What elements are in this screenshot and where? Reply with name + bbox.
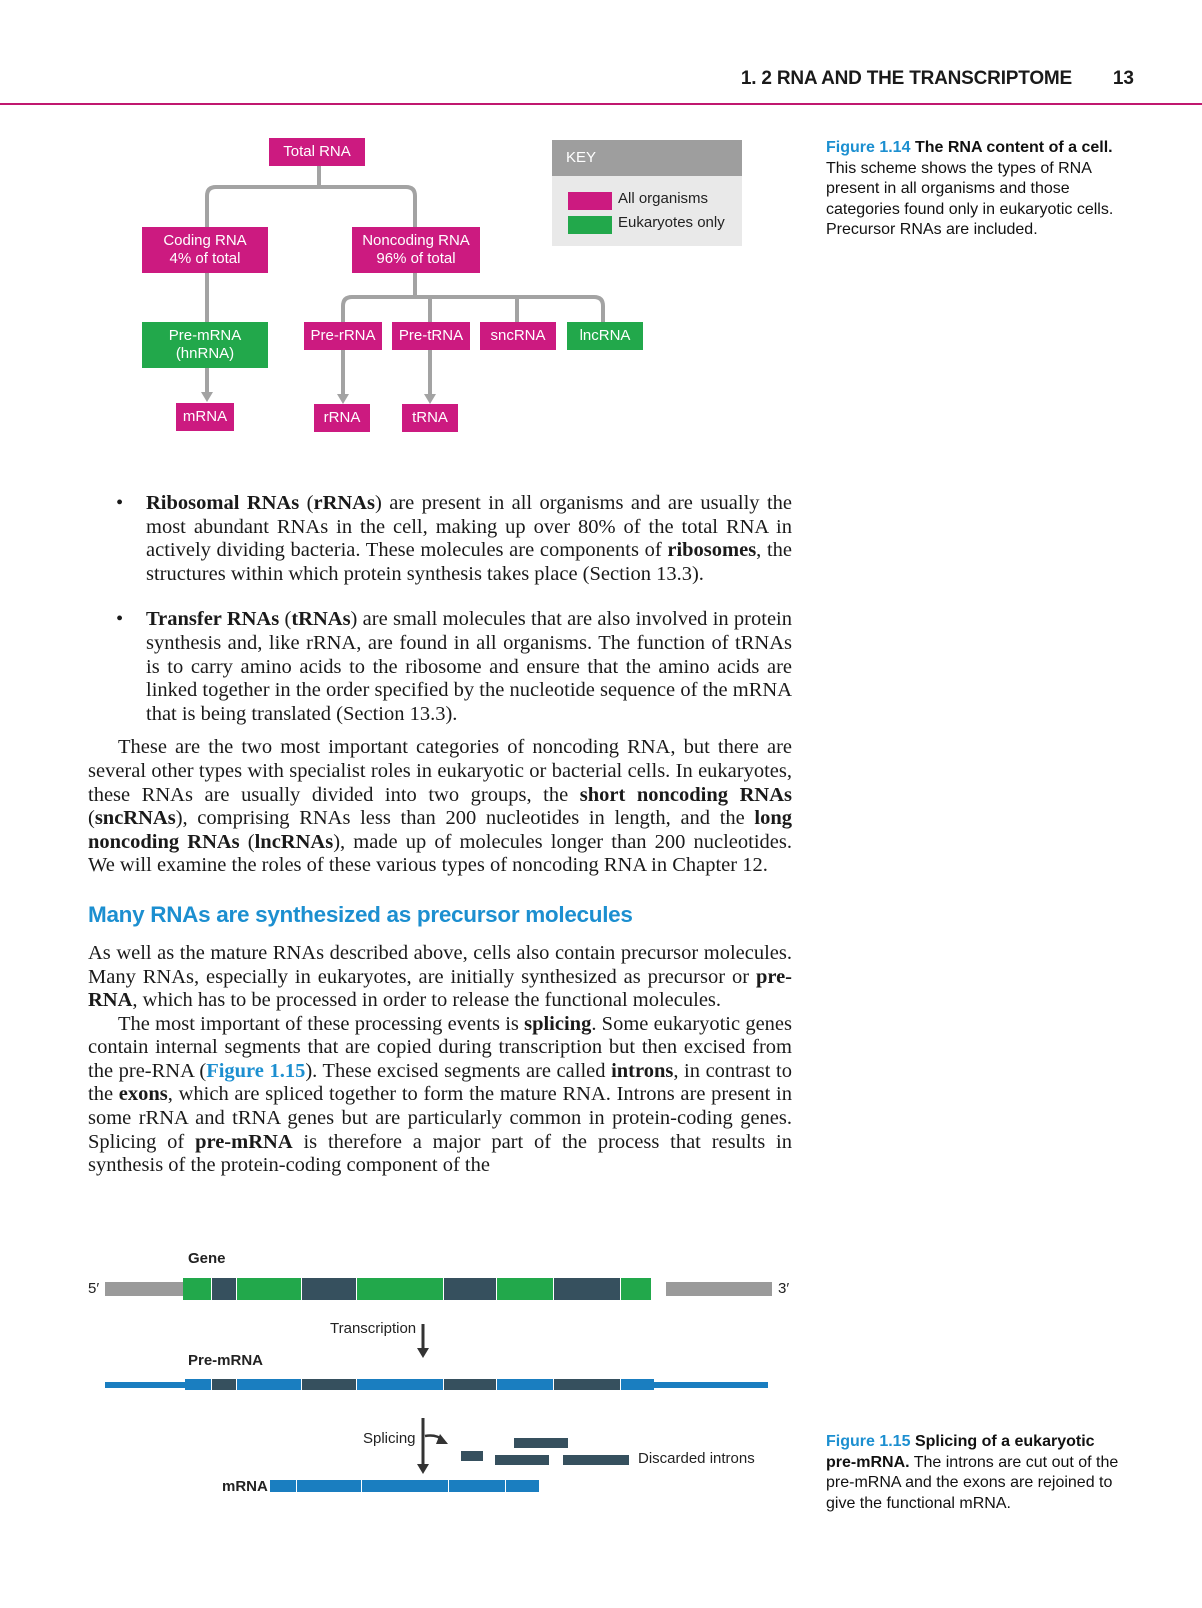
lncrna-box: lncRNA xyxy=(567,322,643,350)
text-span: ), comprising RNAs less than 200 nucleotides in length, and the xyxy=(175,807,755,830)
term-long-noncoding: long noncoding RNAs xyxy=(88,807,792,853)
sncrna-box: sncRNA xyxy=(480,322,556,350)
text-span: is therefore a major part of the process that results in synthesis of the protein-coding component of the xyxy=(88,1130,792,1177)
premrna-flank-5 xyxy=(105,1382,185,1388)
term-lncrnas: lncRNAs xyxy=(254,830,334,853)
text-span: ). These excised segments are called xyxy=(305,1059,612,1082)
figure-1-14 xyxy=(130,130,770,450)
section-heading: Many RNAs are synthesized as precursor molecules xyxy=(88,901,633,927)
caption-title: The RNA content of a cell. xyxy=(914,139,1113,156)
term-ribosomes: ribosomes xyxy=(667,539,757,562)
coding-rna-label: Coding RNA xyxy=(163,232,247,249)
text-span: ( xyxy=(279,608,292,631)
discarded-introns-label: Discarded introns xyxy=(638,1450,755,1467)
pre-mrna-label: Pre-mRNA xyxy=(188,1352,264,1369)
running-title: 1. 2 RNA AND THE TRANSCRIPTOME xyxy=(740,68,1072,89)
text-span: ), made up of molecules longer than 200 nucleotides. We will examine the roles of these various types of noncoding RNA in Chapter 12. xyxy=(88,830,792,877)
gene-segments xyxy=(183,1278,651,1300)
caption-figure-number: Figure 1.14 xyxy=(826,139,911,156)
mrna-box: mRNA xyxy=(176,403,234,431)
figure-key xyxy=(552,140,742,246)
term-exons: exons xyxy=(118,1083,168,1106)
pre-mrna-box xyxy=(142,322,268,368)
trna-box: tRNA xyxy=(402,404,458,432)
noncoding-rna-label: Noncoding RNA xyxy=(362,232,470,249)
text-span: , the structures within which protein synthesis takes place (Section 13.3). xyxy=(146,539,792,585)
bullet-trna xyxy=(88,608,792,726)
text-span: , which has to be processed in order to release the functional molecules. xyxy=(132,989,722,1012)
text-span: ( xyxy=(88,807,95,830)
premrna-segments xyxy=(185,1379,654,1390)
text-span: ( xyxy=(239,830,255,853)
gene-label: Gene xyxy=(188,1250,226,1267)
key-swatch-euk xyxy=(568,216,612,234)
term-rrnas: rRNAs xyxy=(313,492,375,514)
text-span: , which are spliced together to form the mature RNA. Introns are present in some rRNA and tRNA genes but are particularly common in protein-coding genes. Splicing of xyxy=(88,1083,792,1153)
paragraph-splicing xyxy=(88,1013,792,1178)
rrna-box: rRNA xyxy=(314,404,370,432)
coding-rna-percent: 4% of total xyxy=(169,250,241,267)
gene-flank-3 xyxy=(666,1282,772,1296)
text-span: ) are small molecules that are also involved in protein synthesis and, like rRNA, are found in all organisms. The function of tRNAs is to carry amino acids to the ribosome and ensure that the amino acids are linked together in the order specified by the nucleotide sequence of the mRNA that is being translated (Section 13.3). xyxy=(146,608,792,725)
figure-1-15-link[interactable]: Figure 1.15 xyxy=(206,1059,306,1082)
caption-text: The introns are cut out of the pre-mRNA and the exons are rejoined to give the functional mRNA. xyxy=(826,1453,1119,1512)
term-transfer-rnas: Transfer RNAs xyxy=(146,608,280,631)
header-rule xyxy=(0,103,1202,105)
term-pre-mrna: pre-mRNA xyxy=(195,1130,293,1153)
term-short-noncoding: short noncoding RNAs xyxy=(579,783,792,806)
premrna-flank-3 xyxy=(654,1382,768,1388)
figure-1-14-caption xyxy=(826,138,1126,241)
coding-rna-box xyxy=(142,227,268,273)
splicing-label: Splicing xyxy=(363,1430,416,1447)
three-prime-label: 3′ xyxy=(778,1280,790,1297)
bullet-dot: • xyxy=(116,608,124,631)
five-prime-label: 5′ xyxy=(88,1280,100,1297)
pre-trna-box: Pre-tRNA xyxy=(392,322,470,350)
text-span: These are the two most important categories of noncoding RNA, but there are several other types with specialist roles in eukaryotic or bacterial cells. In eukaryotes, these RNAs are usually divided into two groups, the xyxy=(88,736,792,806)
term-introns: introns xyxy=(611,1059,674,1082)
caption-title: Splicing of a eukaryotic pre-mRNA. xyxy=(826,1433,1095,1471)
total-rna-box: Total RNA xyxy=(269,138,365,166)
gene-flank-5 xyxy=(105,1282,183,1296)
body-text xyxy=(88,492,792,1178)
mrna-label: mRNA xyxy=(222,1478,268,1495)
term-trnas: tRNAs xyxy=(291,608,351,631)
caption-figure-number: Figure 1.15 xyxy=(826,1433,911,1450)
term-splicing: splicing xyxy=(524,1012,592,1035)
discarded-introns xyxy=(461,1438,629,1465)
paragraph-noncoding xyxy=(88,736,792,878)
pre-mrna-alt-label: (hnRNA) xyxy=(175,345,235,362)
figure-1-15-caption xyxy=(826,1432,1126,1514)
noncoding-rna-box xyxy=(352,227,480,273)
term-sncrnas: sncRNAs xyxy=(94,807,176,830)
pre-mrna-label: Pre-mRNA xyxy=(168,327,242,344)
noncoding-rna-percent: 96% of total xyxy=(376,250,456,267)
text-span: ) are present in all organisms and are usually the most abundant RNAs in the cell, making up over 80% of the total RNA in actively dividing bacteria. These molecules are components of xyxy=(146,492,792,562)
text-span: . Some eukaryotic genes contain internal segments that are copied during transcription but then excised from the pre-RNA ( xyxy=(88,1012,792,1082)
caption-text: This scheme shows the types of RNA present in all organisms and those categories found only in eukaryotic cells. Precursor RNAs are included. xyxy=(826,159,1114,238)
key-label-euk: Eukaryotes only xyxy=(618,214,725,231)
term-ribosomal-rnas: Ribosomal RNAs xyxy=(146,492,300,514)
key-swatch-all xyxy=(568,192,612,210)
page-header xyxy=(0,0,1202,108)
transcription-label: Transcription xyxy=(330,1320,417,1337)
key-title: KEY xyxy=(552,140,742,176)
bullet-dot: • xyxy=(116,492,124,514)
term-pre-rna: pre-RNA xyxy=(88,965,792,1012)
text-span: , in contrast to the xyxy=(88,1059,792,1106)
pre-rrna-box: Pre-rRNA xyxy=(304,322,382,350)
text-span: The most important of these processing events is xyxy=(118,1012,525,1035)
figure-1-15 xyxy=(88,1240,808,1520)
bullet-rrna xyxy=(88,492,792,586)
paragraph-precursor xyxy=(88,942,792,1013)
mrna-segments xyxy=(270,1480,539,1492)
text-span: ( xyxy=(299,492,314,514)
splicing-diagram xyxy=(88,1240,808,1520)
text-span: As well as the mature RNAs described above, cells also contain precursor molecules. Many RNAs, especially in eukaryotes, are initially synthesized as precursor or xyxy=(88,941,792,988)
page-number: 13 xyxy=(1112,68,1134,89)
key-label-all: All organisms xyxy=(618,190,709,207)
